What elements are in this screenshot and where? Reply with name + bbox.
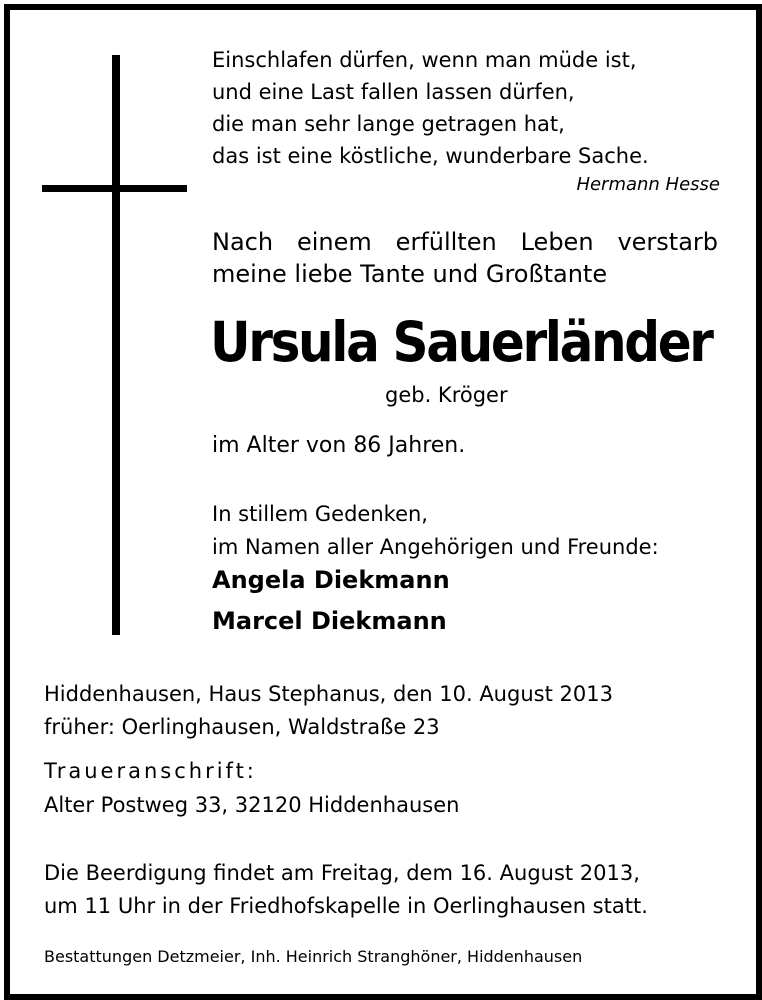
undertaker-credit: Bestattungen Detzmeier, Inh. Heinrich Stranghöner, Hiddenhausen (44, 947, 583, 966)
mourning-address-label: Traueranschrift: (44, 759, 257, 783)
former-address-line: früher: Oerlinghausen, Waldstraße 23 (44, 715, 440, 739)
announcement-line-2: meine liebe Tante und Großtante (212, 260, 608, 288)
place-and-date (44, 678, 613, 744)
poem-author: Hermann Hesse (576, 174, 720, 195)
birth-name: geb. Kröger (385, 383, 508, 407)
place-date-line: Hiddenhausen, Haus Stephanus, den 10. August 2013 (44, 682, 613, 706)
mourner-name: Angela Diekmann (212, 566, 450, 594)
mourners-line-1: In stillem Gedenken, (212, 502, 428, 526)
announcement-line-1: Nach einem erfüllten Leben verstarb (212, 228, 718, 256)
mourners-line-2: im Namen aller Angehörigen und Freunde: (212, 535, 659, 559)
cross-icon-horizontal-bar (42, 185, 187, 192)
poem-line: und eine Last fallen lassen dürfen, (212, 80, 575, 104)
mourners-intro (212, 498, 659, 564)
mourning-address: Alter Postweg 33, 32120 Hiddenhausen (44, 793, 460, 817)
poem-quote (212, 44, 649, 172)
funeral-details (44, 857, 648, 923)
poem-line: das ist eine köstliche, wunderbare Sache. (212, 144, 649, 168)
funeral-line-1: Die Beerdigung findet am Freitag, dem 16. August 2013, (44, 861, 640, 885)
poem-line: Einschlafen dürfen, wenn man müde ist, (212, 48, 637, 72)
cross-icon-vertical-bar (112, 55, 120, 635)
mourner-name: Marcel Diekmann (212, 607, 447, 635)
poem-line: die man sehr lange getragen hat, (212, 112, 565, 136)
deceased-name: Ursula Sauerländer (210, 310, 712, 374)
death-announcement (212, 226, 718, 290)
funeral-line-2: um 11 Uhr in der Friedhofskapelle in Oerlinghausen statt. (44, 894, 648, 918)
age-at-death: im Alter von 86 Jahren. (212, 433, 466, 458)
